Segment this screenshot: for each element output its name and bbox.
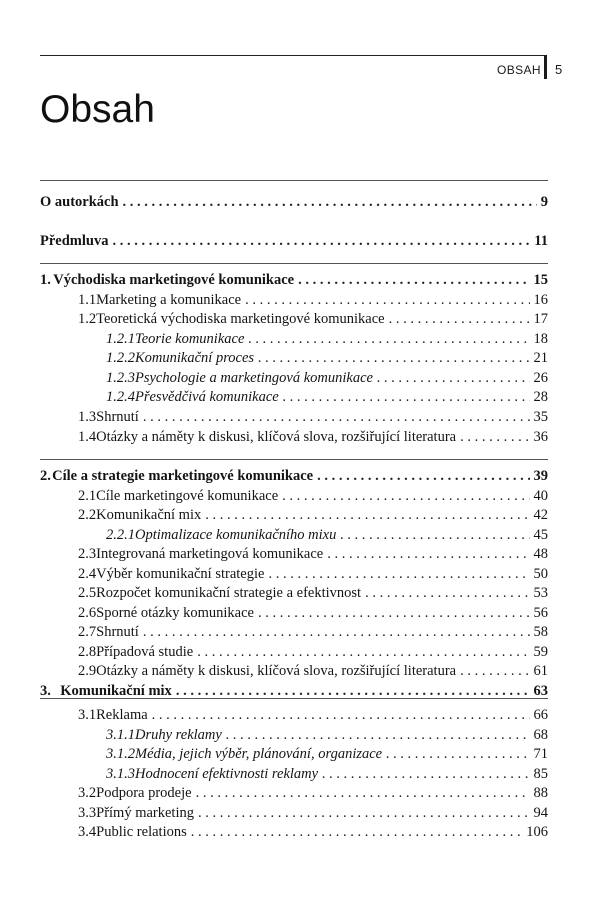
toc-entry-number: 1.1 bbox=[78, 292, 97, 308]
toc-entry-page: 85 bbox=[533, 766, 548, 782]
dot-leader bbox=[377, 369, 530, 388]
dot-leader bbox=[112, 232, 530, 251]
toc-entry-page: 16 bbox=[533, 292, 548, 308]
toc-entry-title: Východiska marketingové komunikace bbox=[53, 272, 295, 288]
section-rule bbox=[40, 180, 548, 181]
toc-entry bbox=[78, 408, 548, 427]
dot-leader bbox=[196, 784, 530, 803]
toc-entry-number: 2.6 bbox=[78, 605, 97, 621]
dot-leader bbox=[198, 804, 530, 823]
toc-entry bbox=[78, 565, 548, 584]
toc-entry-number: 1.2.3 bbox=[106, 370, 135, 386]
toc-entry bbox=[106, 526, 548, 545]
dot-leader bbox=[322, 765, 529, 784]
toc-entry-number: 3. bbox=[40, 683, 51, 699]
dot-leader bbox=[143, 408, 530, 427]
dot-leader bbox=[298, 271, 529, 290]
toc-entry-number: 2.5 bbox=[78, 585, 97, 601]
toc-entry-title: Případová studie bbox=[96, 644, 194, 660]
toc-entry-page: 39 bbox=[533, 468, 548, 484]
toc-entry-title: Výběr komunikační strategie bbox=[96, 566, 265, 582]
section-rule bbox=[40, 459, 548, 460]
toc-entry-page: 50 bbox=[533, 566, 548, 582]
section-rule bbox=[40, 263, 548, 264]
dot-leader bbox=[258, 604, 530, 623]
toc-entry-number: 1.2.2 bbox=[106, 350, 135, 366]
header-divider bbox=[544, 55, 547, 79]
toc-entry-page: 61 bbox=[533, 663, 548, 679]
toc-entry-title: Přesvědčivá komunikace bbox=[135, 389, 279, 405]
toc-entry-title: Optimalizace komunikačního mixu bbox=[135, 527, 337, 543]
dot-leader bbox=[283, 388, 530, 407]
toc-entry-page: 94 bbox=[533, 805, 548, 821]
dot-leader bbox=[460, 662, 529, 681]
toc-entry-number: 3.4 bbox=[78, 824, 97, 840]
page-number: 5 bbox=[555, 62, 563, 77]
toc-entry-page: 71 bbox=[533, 746, 548, 762]
toc-entry-title: Integrovaná marketingová komunikace bbox=[96, 546, 324, 562]
toc-entry-title: Komunikační proces bbox=[135, 350, 255, 366]
dot-leader bbox=[176, 682, 530, 701]
toc-entry bbox=[106, 745, 548, 764]
dot-leader bbox=[268, 565, 529, 584]
toc-entry-title: Rozpočet komunikační strategie a efektivnost bbox=[96, 585, 362, 601]
toc-entry-page: 40 bbox=[533, 488, 548, 504]
dot-leader bbox=[327, 545, 529, 564]
toc-entry bbox=[78, 706, 548, 725]
toc-entry bbox=[106, 330, 548, 349]
dot-leader bbox=[152, 706, 530, 725]
toc-entry-title: Hodnocení efektivnosti reklamy bbox=[135, 766, 319, 782]
toc-entry-title: Komunikační mix bbox=[60, 683, 172, 699]
toc-entry-title: Předmluva bbox=[40, 233, 109, 249]
toc-entry-number: 2.1 bbox=[78, 488, 97, 504]
toc-entry-title: Média, jejich výběr, plánování, organizace bbox=[135, 746, 383, 762]
toc-entry bbox=[40, 271, 548, 290]
page-title: Obsah bbox=[40, 88, 155, 131]
toc-entry-page: 42 bbox=[533, 507, 548, 523]
running-head: OBSAH bbox=[496, 63, 541, 77]
toc-entry-title: Reklama bbox=[96, 707, 148, 723]
toc-entry-number: 2.3 bbox=[78, 546, 97, 562]
toc-entry-number: 2. bbox=[40, 468, 51, 484]
toc-entry-number: 2.9 bbox=[78, 663, 97, 679]
toc-entry bbox=[106, 369, 548, 388]
toc-entry-page: 106 bbox=[526, 824, 548, 840]
toc-entry bbox=[78, 662, 548, 681]
toc-entry-number: 2.2 bbox=[78, 507, 97, 523]
toc-entry-title: Teoretická východiska marketingové komunikace bbox=[96, 311, 385, 327]
toc-entry-title: Shrnutí bbox=[96, 624, 139, 640]
toc-entry-number: 2.4 bbox=[78, 566, 97, 582]
toc-entry-title: Psychologie a marketingová komunikace bbox=[135, 370, 373, 386]
toc-entry bbox=[78, 584, 548, 603]
toc-entry bbox=[106, 349, 548, 368]
dot-leader bbox=[282, 487, 529, 506]
toc-entry bbox=[78, 784, 548, 803]
toc-entry bbox=[78, 310, 548, 329]
toc-entry-page: 36 bbox=[533, 429, 548, 445]
toc-entry-title: Otázky a náměty k diskusi, klíčová slova, rozšiřující literatura bbox=[96, 429, 457, 445]
toc-entry bbox=[78, 804, 548, 823]
toc-entry-page: 35 bbox=[533, 409, 548, 425]
toc-entry-number: 3.1.1 bbox=[106, 727, 135, 743]
toc-entry-title: Sporné otázky komunikace bbox=[96, 605, 254, 621]
header-rule bbox=[40, 55, 545, 56]
toc-entry-title: Marketing a komunikace bbox=[96, 292, 242, 308]
toc-entry-number: 3.3 bbox=[78, 805, 97, 821]
dot-leader bbox=[123, 193, 537, 212]
toc-entry-title: Shrnutí bbox=[96, 409, 139, 425]
toc-entry-page: 88 bbox=[533, 785, 548, 801]
toc-entry-number: 3.2 bbox=[78, 785, 97, 801]
toc-entry-number: 3.1.2 bbox=[106, 746, 135, 762]
toc-entry bbox=[40, 682, 548, 701]
toc-entry-number: 1.2.4 bbox=[106, 389, 135, 405]
toc-entry bbox=[40, 193, 548, 212]
dot-leader bbox=[205, 506, 529, 525]
dot-leader bbox=[197, 643, 529, 662]
toc-entry-title: O autorkách bbox=[40, 194, 119, 210]
toc-entry-title: Cíle marketingové komunikace bbox=[96, 488, 279, 504]
toc-entry-page: 63 bbox=[533, 683, 548, 699]
toc-entry bbox=[106, 726, 548, 745]
dot-leader bbox=[365, 584, 529, 603]
dot-leader bbox=[386, 745, 529, 764]
dot-leader bbox=[340, 526, 529, 545]
toc-entry-number: 2.7 bbox=[78, 624, 97, 640]
toc-entry-number: 1.4 bbox=[78, 429, 97, 445]
toc-entry-page: 68 bbox=[533, 727, 548, 743]
toc-entry-page: 17 bbox=[533, 311, 548, 327]
toc-entry bbox=[40, 467, 548, 486]
dot-leader bbox=[226, 726, 530, 745]
toc-entry bbox=[78, 545, 548, 564]
toc-entry bbox=[78, 643, 548, 662]
toc-entry-number: 1.2 bbox=[78, 311, 97, 327]
toc-entry-number: 1.2.1 bbox=[106, 331, 135, 347]
toc-entry-page: 45 bbox=[533, 527, 548, 543]
toc-entry-title: Cíle a strategie marketingové komunikace bbox=[52, 468, 314, 484]
dot-leader bbox=[245, 291, 529, 310]
toc-entry-title: Podpora prodeje bbox=[96, 785, 192, 801]
dot-leader bbox=[460, 428, 529, 447]
toc-entry-number: 1. bbox=[40, 272, 51, 288]
toc-entry-title: Otázky a náměty k diskusi, klíčová slova, rozšiřující literatura bbox=[96, 663, 457, 679]
toc-entry bbox=[106, 765, 548, 784]
toc-entry-title: Komunikační mix bbox=[96, 507, 202, 523]
toc-entry-page: 53 bbox=[533, 585, 548, 601]
toc-entry-page: 56 bbox=[533, 605, 548, 621]
toc-entry bbox=[78, 487, 548, 506]
toc-entry-page: 18 bbox=[533, 331, 548, 347]
toc-entry-page: 26 bbox=[533, 370, 548, 386]
toc-entry-number: 1.3 bbox=[78, 409, 97, 425]
toc-entry bbox=[78, 623, 548, 642]
toc-entry-title: Public relations bbox=[96, 824, 187, 840]
dot-leader bbox=[389, 310, 530, 329]
toc-entry-number: 2.2.1 bbox=[106, 527, 135, 543]
toc-entry-page: 28 bbox=[533, 389, 548, 405]
toc-entry-number: 2.8 bbox=[78, 644, 97, 660]
dot-leader bbox=[317, 467, 529, 486]
toc-entry-page: 58 bbox=[533, 624, 548, 640]
toc-entry bbox=[78, 506, 548, 525]
toc-entry-page: 66 bbox=[533, 707, 548, 723]
toc-entry bbox=[78, 823, 548, 842]
toc-entry-page: 9 bbox=[540, 194, 548, 210]
toc-entry-title: Druhy reklamy bbox=[135, 727, 222, 743]
toc-entry-page: 21 bbox=[533, 350, 548, 366]
toc-entry bbox=[78, 291, 548, 310]
toc-entry-page: 59 bbox=[533, 644, 548, 660]
toc-entry bbox=[40, 232, 548, 251]
toc-entry-page: 15 bbox=[533, 272, 548, 288]
toc-entry-page: 11 bbox=[534, 233, 548, 249]
toc-entry-number: 3.1 bbox=[78, 707, 97, 723]
toc-entry-title: Teorie komunikace bbox=[135, 331, 245, 347]
toc-entry bbox=[78, 604, 548, 623]
toc-entry bbox=[106, 388, 548, 407]
dot-leader bbox=[143, 623, 530, 642]
dot-leader bbox=[191, 823, 523, 842]
toc-entry-number: 3.1.3 bbox=[106, 766, 135, 782]
dot-leader bbox=[248, 330, 529, 349]
dot-leader bbox=[258, 349, 529, 368]
toc-entry-title: Přímý marketing bbox=[96, 805, 194, 821]
toc-entry-page: 48 bbox=[533, 546, 548, 562]
toc-entry bbox=[78, 428, 548, 447]
